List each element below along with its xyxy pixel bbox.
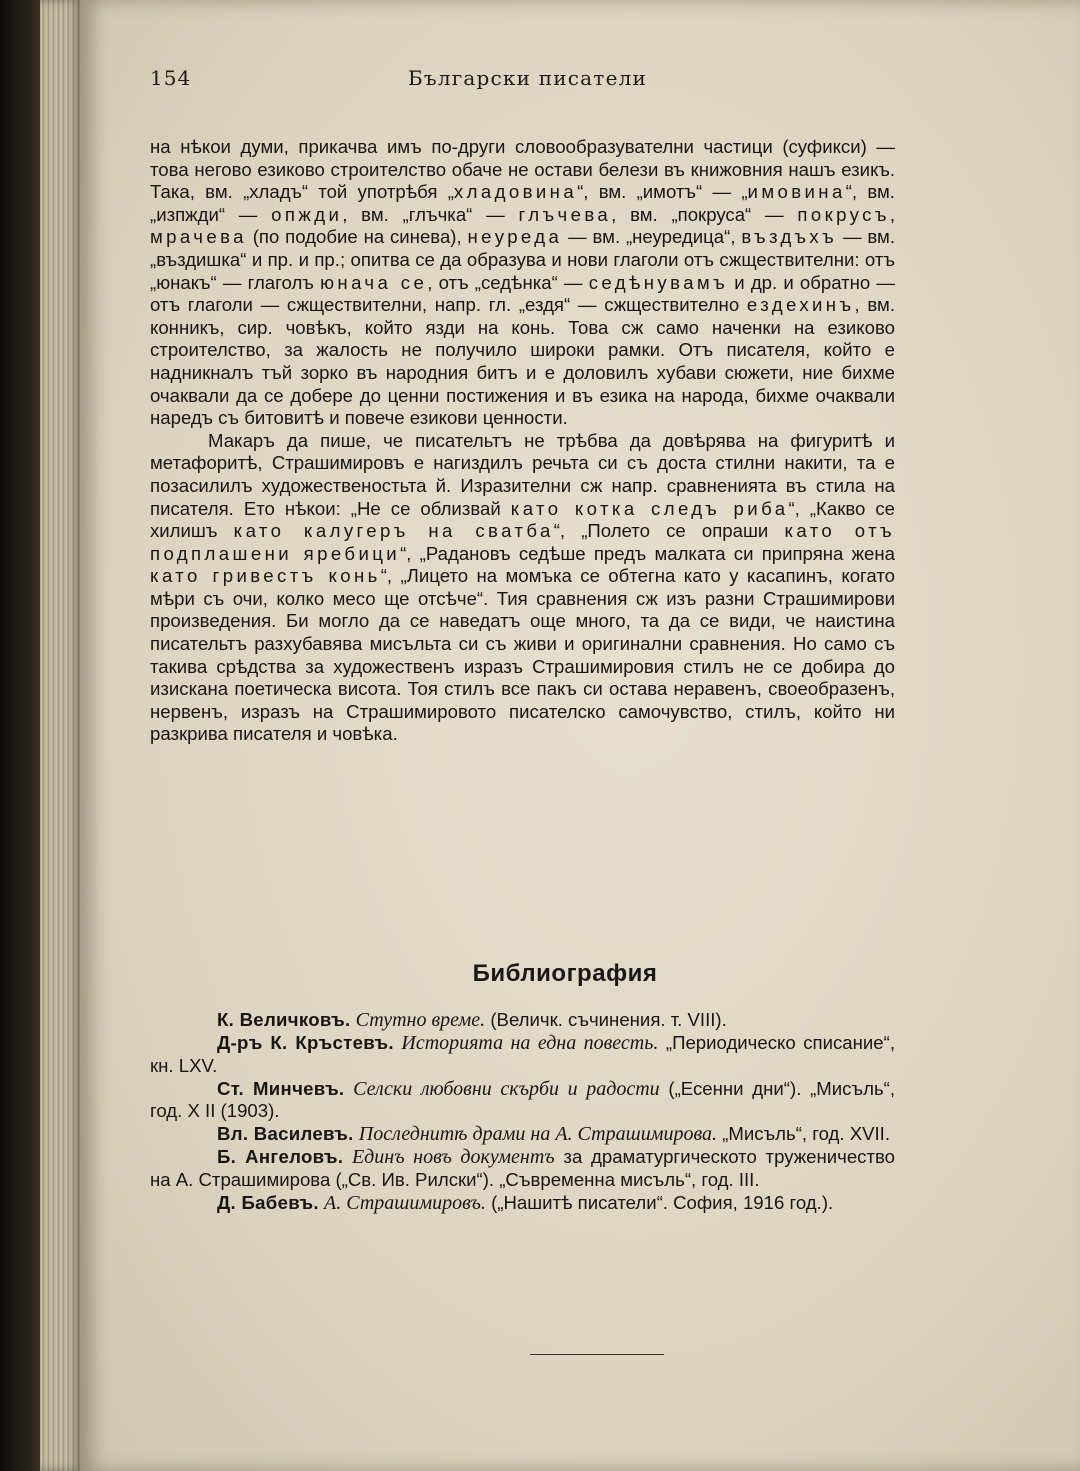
bibliography-heading: Библиография [472, 960, 658, 987]
entry-author: К. Величковъ. [217, 1009, 351, 1030]
text-run: (по подобие на синева), [246, 226, 468, 248]
spaced-word: като отъ подплашени яребици [150, 520, 896, 564]
bibliography-entry [150, 1078, 895, 1123]
bibliography-list [150, 1009, 895, 1215]
text-run: , вм. конникъ, сир. човѣкъ, който язди на конь. Това сж само наченки на езиково строителство, за жалость не получило широки рамки. Отъ писателя, който е надникналъ тъй зорко въ народния битъ и е доловилъ хубави сюжети, ние бихме очаквали да се добере до ценни постижения и въ езика на народа, бихме очаквали наредъ съ битовитѣ и повече езикови ценности. [150, 294, 896, 429]
text-run: , [889, 203, 896, 225]
entry-details: (Величк. съчинения. т. VIII). [485, 1009, 727, 1030]
page-edges [40, 0, 82, 1471]
spaced-word: глъчева [518, 203, 612, 225]
entry-details: „Мисъль“, год. XVII. [717, 1123, 891, 1145]
entry-author: Б. Ангеловъ. [217, 1146, 344, 1168]
entry-details: за драматургическото труженичество на А. Страшимирова („Св. Ив. Рилски“). „Съвременна мисъль“, год. III. [150, 1146, 895, 1190]
book-binding [0, 0, 40, 1471]
spaced-word: покрусъ [797, 203, 890, 225]
spaced-word: мрачева [150, 226, 247, 248]
bibliography-entry [150, 1032, 895, 1077]
spaced-word: седѣнувамъ [588, 271, 729, 293]
text-run: , отъ „седѣнка“ — [427, 271, 589, 293]
text-run: “, вм. „имотъ“ — „ [577, 181, 748, 203]
paragraph-language [150, 136, 895, 430]
spaced-word: опжди [271, 203, 343, 225]
bibliography-entry [150, 1123, 895, 1146]
entry-work: А. Страшимировъ. [323, 1191, 486, 1214]
bibliography-entry [150, 1192, 895, 1215]
running-title: Български писатели [408, 66, 648, 90]
entry-author: Ст. Минчевъ. [217, 1077, 345, 1099]
text-run: , вм. „покруса“ — [611, 203, 798, 225]
spaced-word: като котка следъ риба [510, 497, 789, 519]
page-header [150, 66, 980, 100]
entry-work: Единъ новъ документъ [351, 1146, 555, 1169]
entry-details: „Периодическо списание“, кн. LXV. [150, 1031, 895, 1076]
spaced-word: въздъхъ [741, 226, 838, 248]
entry-work: Стутно време. [355, 1009, 486, 1031]
text-run: “, вм. „изпжди“ — [150, 181, 895, 225]
entry-author: Д-ръ К. Кръстевъ. [217, 1031, 394, 1053]
spaced-word: юнача се [320, 271, 428, 293]
page-number: 154 [150, 66, 192, 90]
text-run: , вм. „глъчка“ — [342, 203, 519, 225]
main-text [150, 136, 895, 746]
spaced-word: хладовина [453, 181, 578, 203]
text-run: Макаръ да пише, че писательтъ не трѣбва да довѣрява на фигуритѣ и метафоритѣ, Страшимировъ е нагиздилъ речьта си съ доста стилни накити, та е позасилилъ художественостьта й. Изразителни сж напр. сравненията въ стила на писателя. Ето нѣкои: „Не се облизвай [150, 429, 895, 519]
text-run: “, „Лицето на момъка се обтегна като у касапинъ, когато мѣри съ очи, колко месо ще отсѣче“. Тия сравнения сж изъ разни Страшимирови произведения. Би могло да се наведатъ още много, та да се види, че наистина писательтъ разхубавява мисъльта си съ живи и оригинални сравнения. Но само съ такива срѣдства за художественъ изразъ Страшимировия стилъ не се добира до изискана поетическа висота. Тоя стилъ все пакъ си остава неравенъ, своеобразенъ, нервенъ, изразъ на Страшимировото писателско самочувство, стилъ, който ни разкрива писателя и човѣка. [150, 565, 896, 745]
bibliography-entry [150, 1146, 895, 1191]
text-run: — вм. „неуредица“, [562, 226, 742, 248]
entry-author: Вл. Василевъ. [217, 1123, 354, 1145]
entry-work: Историята на една повесть. [401, 1031, 659, 1054]
spaced-word: имовина [747, 181, 846, 203]
entry-author: Д. Бабевъ. [217, 1191, 319, 1213]
bibliography-entry [150, 1009, 895, 1032]
text-run: — вм. „въздишка“ и пр. и пр.; опитва се да образува и нови глаголи отъ сжществителни: отъ „юнакъ“ — глаголъ [150, 226, 895, 293]
spaced-word: неуреда [467, 226, 563, 248]
entry-details: („Есенни дни“). „Мисъль“, год. X II (1903). [150, 1077, 895, 1122]
text-run: “, „Полето се опраши [553, 520, 785, 542]
spaced-word: като гривестъ конь [150, 565, 381, 587]
end-divider [530, 1354, 664, 1355]
spaced-word: като калугеръ на сватба [233, 520, 554, 542]
entry-details: („Нашитѣ писатели“. София, 1916 год.). [485, 1191, 834, 1213]
spaced-word: ездехинъ [746, 294, 855, 316]
entry-work: Последнитѣ драми на А. Страшимирова. [358, 1123, 718, 1146]
text-run: “, „Радановъ седѣше предъ малката си припряна жена [400, 542, 895, 564]
paragraph-style [150, 430, 895, 746]
text-run: и др. и обратно — отъ глаголи — сжществителни, напр. гл. „ездя“ — сжществително [150, 271, 895, 316]
text-run: “, „Какво се хилишъ [150, 497, 895, 542]
entry-work: Селски любовни скърби и радости [353, 1077, 660, 1100]
text-run: на нѣкои думи, прикачва имъ по-други словообразувателни частици (суфикси) — това негово езиково строителство обаче не остави белези въ книжовния нашъ езикъ. Така, вм. „хладъ“ той употрѣбя „ [150, 136, 895, 203]
